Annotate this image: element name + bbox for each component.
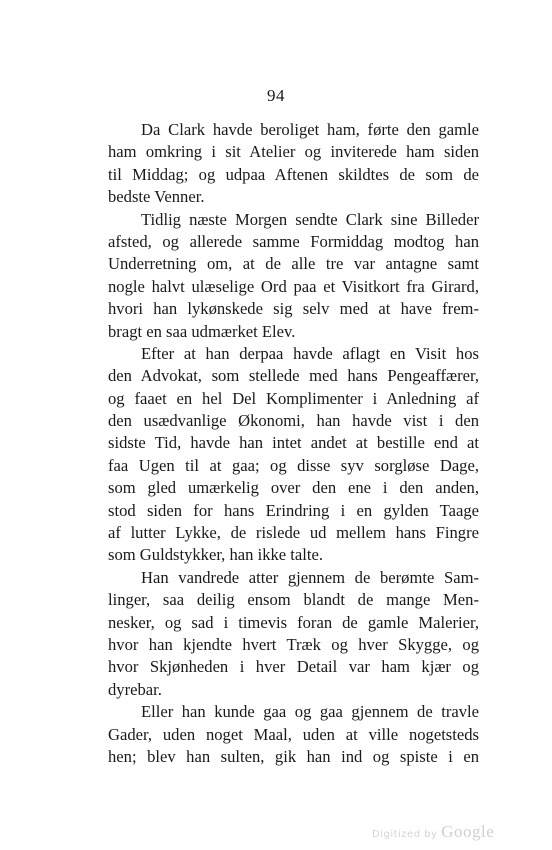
text-line: til Middag; og udpaa Aftenen skildtes de som de — [108, 164, 479, 184]
text-line: Underretning om, at de alle tre var antagne samt — [108, 254, 479, 274]
text-line: linger, saa deilig ensom blandt de mange Men- — [108, 590, 479, 610]
text-line: bragt en saa udmærket Elev. — [108, 321, 296, 341]
text-line: Han vandrede atter gjennem de berømte Sam- — [141, 567, 479, 587]
text-line: hen; blev han sulten, gik han ind og spiste i en — [108, 746, 479, 766]
text-line: Tidlig næste Morgen sendte Clark sine Billeder — [141, 209, 479, 229]
watermark-prefix: Digitized by — [372, 829, 438, 840]
text-line: som gled umærkelig over den ene i den anden, — [108, 478, 479, 498]
text-line: ham omkring i sit Atelier og inviterede ham siden — [108, 142, 479, 162]
text-line: hvor han kjendte hvert Træk og hver Skygge, og — [108, 634, 479, 654]
text-line: sidste Tid, havde han intet andet at bestille end at — [108, 433, 479, 453]
text-line: Gader, uden noget Maal, uden at ville nogetsteds — [108, 724, 479, 744]
text-line: og faaet en hel Del Komplimenter i Anledning af — [108, 388, 479, 408]
text-line: faa Ugen til at gaa; og disse syv sorgløse Dage, — [108, 455, 479, 475]
text-line: den usædvanlige Økonomi, han havde vist i den — [108, 411, 479, 431]
text-line: stod siden for hans Erindring i en gylden Taage — [108, 500, 479, 520]
body-text — [108, 119, 479, 768]
text-line: nogle halvt ulæselige Ord paa et Visitkort fra Girard, — [108, 276, 479, 296]
text-line: Da Clark havde beroliget ham, førte den gamle — [141, 120, 479, 139]
text-line: hvori han lykønskede sig selv med at have frem- — [108, 299, 479, 319]
text-line: som Guldstykker, han ikke talte. — [108, 545, 324, 565]
text-line: nesker, og sad i timevis foran de gamle Malerier, — [108, 612, 479, 632]
text-line: hvor Skjønheden i hver Detail var ham kjær og — [108, 657, 479, 677]
digitization-watermark — [372, 822, 494, 842]
watermark-brand: Google — [441, 822, 495, 841]
page-number: 94 — [267, 86, 285, 105]
text-line: bedste Venner. — [108, 187, 205, 207]
text-line: afsted, og allerede samme Formiddag modtog han — [108, 231, 479, 251]
text-line: den Advokat, som stellede med hans Pengeaffærer, — [108, 366, 479, 386]
text-line: af lutter Lykke, de rislede ud mellem hans Fingre — [108, 523, 479, 543]
text-line: Efter at han derpaa havde aflagt en Visit hos — [141, 343, 479, 363]
text-line: Eller han kunde gaa og gaa gjennem de travle — [141, 702, 479, 722]
text-line: dyrebar. — [108, 679, 162, 699]
